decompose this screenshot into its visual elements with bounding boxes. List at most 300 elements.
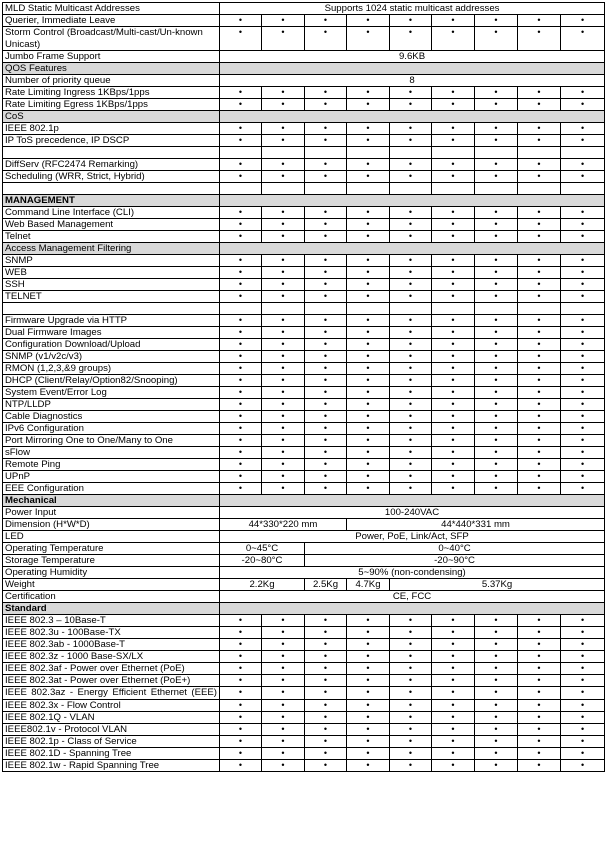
supported-dot-icon: • (347, 651, 390, 663)
spec-row (3, 591, 605, 603)
supported-dot-icon: • (432, 627, 475, 639)
feature-label: IEEE 802.3at - Power over Ethernet (PoE+) (3, 675, 220, 687)
supported-dot-icon: • (475, 219, 518, 231)
spec-row (3, 87, 605, 99)
supported-dot-icon: • (347, 675, 390, 687)
supported-dot-icon: • (347, 279, 390, 291)
supported-dot-icon: • (305, 315, 347, 327)
spec-row (3, 423, 605, 435)
supported-dot-icon: • (518, 15, 561, 27)
supported-dot-icon: • (347, 327, 390, 339)
feature-label: IEEE 802.1w - Rapid Spanning Tree (3, 759, 220, 771)
supported-dot-icon: • (432, 99, 475, 111)
supported-dot-icon: • (475, 231, 518, 243)
supported-dot-icon: • (262, 279, 305, 291)
feature-label: Operating Temperature (3, 543, 220, 555)
section-fill (220, 603, 605, 615)
supported-dot-icon: • (475, 651, 518, 663)
supported-dot-icon: • (347, 267, 390, 279)
supported-dot-icon: • (561, 87, 605, 99)
supported-dot-icon: • (305, 159, 347, 171)
supported-dot-icon: • (390, 315, 432, 327)
section-title: QOS Features (3, 63, 220, 75)
supported-dot-icon: • (390, 675, 432, 687)
supported-dot-icon: • (305, 351, 347, 363)
feature-label: IP ToS precedence, IP DSCP (3, 135, 220, 147)
spec-row (3, 99, 605, 111)
section-header-row (3, 111, 605, 123)
spec-row (3, 147, 605, 159)
supported-dot-icon: • (518, 471, 561, 483)
section-title: Access Management Filtering (3, 243, 220, 255)
supported-dot-icon: • (432, 711, 475, 723)
supported-dot-icon: • (390, 219, 432, 231)
supported-dot-icon: • (561, 399, 605, 411)
supported-dot-icon: • (518, 435, 561, 447)
feature-label: IEEE802.1v - Protocol VLAN (3, 723, 220, 735)
supported-dot-icon: • (518, 639, 561, 651)
spec-row (3, 615, 605, 627)
supported-dot-icon: • (518, 399, 561, 411)
supported-dot-icon: • (305, 291, 347, 303)
supported-dot-icon: • (518, 255, 561, 267)
feature-label: Dimension (H*W*D) (3, 519, 220, 531)
empty-cell (220, 147, 262, 159)
supported-dot-icon: • (347, 87, 390, 99)
supported-dot-icon: • (561, 255, 605, 267)
supported-dot-icon: • (305, 339, 347, 351)
supported-dot-icon: • (432, 615, 475, 627)
supported-dot-icon: • (518, 447, 561, 459)
feature-label: TELNET (3, 291, 220, 303)
supported-dot-icon: • (220, 159, 262, 171)
supported-dot-icon: • (475, 735, 518, 747)
spec-value: 4.7Kg (347, 579, 390, 591)
supported-dot-icon: • (432, 171, 475, 183)
supported-dot-icon: • (305, 279, 347, 291)
supported-dot-icon: • (262, 483, 305, 495)
supported-dot-icon: • (347, 639, 390, 651)
supported-dot-icon: • (347, 411, 390, 423)
spec-value: Supports 1024 static multicast addresses (220, 3, 605, 15)
feature-label: Power Input (3, 507, 220, 519)
supported-dot-icon: • (475, 99, 518, 111)
supported-dot-icon: • (220, 387, 262, 399)
supported-dot-icon: • (518, 159, 561, 171)
supported-dot-icon: • (390, 339, 432, 351)
supported-dot-icon: • (305, 219, 347, 231)
empty-cell (262, 147, 305, 159)
supported-dot-icon: • (432, 699, 475, 711)
supported-dot-icon: • (518, 207, 561, 219)
supported-dot-icon: • (518, 291, 561, 303)
supported-dot-icon: • (561, 423, 605, 435)
supported-dot-icon: • (432, 27, 475, 51)
supported-dot-icon: • (220, 99, 262, 111)
supported-dot-icon: • (347, 627, 390, 639)
supported-dot-icon: • (220, 687, 262, 700)
supported-dot-icon: • (518, 483, 561, 495)
feature-label: Rate Limiting Egress 1KBps/1pps (3, 99, 220, 111)
supported-dot-icon: • (475, 291, 518, 303)
supported-dot-icon: • (262, 471, 305, 483)
supported-dot-icon: • (561, 351, 605, 363)
supported-dot-icon: • (561, 207, 605, 219)
supported-dot-icon: • (390, 411, 432, 423)
supported-dot-icon: • (475, 411, 518, 423)
spec-row (3, 27, 605, 51)
feature-label: Jumbo Frame Support (3, 51, 220, 63)
supported-dot-icon: • (220, 27, 262, 51)
supported-dot-icon: • (432, 279, 475, 291)
feature-label: IEEE 802.1p - Class of Service (3, 735, 220, 747)
feature-label: SNMP (3, 255, 220, 267)
spec-row (3, 15, 605, 27)
supported-dot-icon: • (305, 651, 347, 663)
empty-cell (220, 183, 262, 195)
supported-dot-icon: • (262, 255, 305, 267)
supported-dot-icon: • (347, 207, 390, 219)
supported-dot-icon: • (561, 15, 605, 27)
supported-dot-icon: • (475, 327, 518, 339)
supported-dot-icon: • (305, 399, 347, 411)
supported-dot-icon: • (475, 687, 518, 700)
supported-dot-icon: • (220, 87, 262, 99)
supported-dot-icon: • (518, 411, 561, 423)
supported-dot-icon: • (220, 747, 262, 759)
supported-dot-icon: • (262, 291, 305, 303)
supported-dot-icon: • (561, 219, 605, 231)
spec-row (3, 483, 605, 495)
supported-dot-icon: • (475, 399, 518, 411)
spec-value: 9.6KB (220, 51, 605, 63)
supported-dot-icon: • (475, 483, 518, 495)
supported-dot-icon: • (518, 759, 561, 771)
supported-dot-icon: • (561, 99, 605, 111)
supported-dot-icon: • (475, 435, 518, 447)
supported-dot-icon: • (390, 231, 432, 243)
supported-dot-icon: • (390, 375, 432, 387)
supported-dot-icon: • (220, 255, 262, 267)
spec-row (3, 135, 605, 147)
empty-cell (432, 303, 475, 315)
supported-dot-icon: • (475, 255, 518, 267)
spec-row (3, 291, 605, 303)
supported-dot-icon: • (390, 615, 432, 627)
supported-dot-icon: • (475, 663, 518, 675)
empty-cell (432, 147, 475, 159)
supported-dot-icon: • (432, 363, 475, 375)
supported-dot-icon: • (262, 663, 305, 675)
supported-dot-icon: • (432, 651, 475, 663)
spec-row (3, 315, 605, 327)
supported-dot-icon: • (305, 735, 347, 747)
spec-value: CE, FCC (220, 591, 605, 603)
feature-label: Weight (3, 579, 220, 591)
supported-dot-icon: • (305, 687, 347, 700)
supported-dot-icon: • (347, 135, 390, 147)
supported-dot-icon: • (220, 639, 262, 651)
supported-dot-icon: • (432, 255, 475, 267)
supported-dot-icon: • (305, 27, 347, 51)
supported-dot-icon: • (475, 363, 518, 375)
supported-dot-icon: • (390, 159, 432, 171)
feature-label: Rate Limiting Ingress 1KBps/1pps (3, 87, 220, 99)
spec-row (3, 219, 605, 231)
empty-cell (475, 147, 518, 159)
supported-dot-icon: • (390, 279, 432, 291)
supported-dot-icon: • (347, 255, 390, 267)
supported-dot-icon: • (305, 267, 347, 279)
section-fill (220, 63, 605, 75)
supported-dot-icon: • (262, 747, 305, 759)
supported-dot-icon: • (305, 123, 347, 135)
supported-dot-icon: • (561, 459, 605, 471)
feature-label: Dual Firmware Images (3, 327, 220, 339)
supported-dot-icon: • (390, 27, 432, 51)
supported-dot-icon: • (305, 663, 347, 675)
spec-row (3, 627, 605, 639)
empty-cell (390, 147, 432, 159)
supported-dot-icon: • (220, 423, 262, 435)
empty-cell (262, 183, 305, 195)
supported-dot-icon: • (561, 675, 605, 687)
supported-dot-icon: • (262, 459, 305, 471)
feature-label: IEEE 802.3 – 10Base-T (3, 615, 220, 627)
spec-sheet (2, 2, 605, 772)
supported-dot-icon: • (305, 87, 347, 99)
spec-row (3, 459, 605, 471)
spec-row (3, 159, 605, 171)
supported-dot-icon: • (561, 723, 605, 735)
supported-dot-icon: • (305, 639, 347, 651)
spec-row (3, 267, 605, 279)
supported-dot-icon: • (305, 447, 347, 459)
supported-dot-icon: • (432, 375, 475, 387)
supported-dot-icon: • (475, 387, 518, 399)
supported-dot-icon: • (518, 627, 561, 639)
supported-dot-icon: • (561, 735, 605, 747)
supported-dot-icon: • (262, 639, 305, 651)
supported-dot-icon: • (432, 219, 475, 231)
supported-dot-icon: • (220, 615, 262, 627)
supported-dot-icon: • (518, 615, 561, 627)
supported-dot-icon: • (305, 615, 347, 627)
supported-dot-icon: • (432, 339, 475, 351)
supported-dot-icon: • (347, 363, 390, 375)
supported-dot-icon: • (347, 159, 390, 171)
supported-dot-icon: • (220, 447, 262, 459)
spec-value: -20~90°C (305, 555, 605, 567)
supported-dot-icon: • (262, 231, 305, 243)
supported-dot-icon: • (390, 123, 432, 135)
supported-dot-icon: • (475, 747, 518, 759)
feature-label: Cable Diagnostics (3, 411, 220, 423)
spec-row (3, 171, 605, 183)
supported-dot-icon: • (432, 399, 475, 411)
supported-dot-icon: • (305, 15, 347, 27)
supported-dot-icon: • (390, 99, 432, 111)
feature-label: UPnP (3, 471, 220, 483)
spec-row (3, 651, 605, 663)
supported-dot-icon: • (432, 387, 475, 399)
supported-dot-icon: • (220, 135, 262, 147)
supported-dot-icon: • (561, 327, 605, 339)
section-header-row (3, 495, 605, 507)
spec-value: 0~45°C (220, 543, 305, 555)
supported-dot-icon: • (220, 471, 262, 483)
empty-cell (347, 183, 390, 195)
empty-cell (305, 303, 347, 315)
supported-dot-icon: • (305, 99, 347, 111)
feature-label: DiffServ (RFC2474 Remarking) (3, 159, 220, 171)
supported-dot-icon: • (432, 687, 475, 700)
supported-dot-icon: • (220, 435, 262, 447)
supported-dot-icon: • (432, 159, 475, 171)
supported-dot-icon: • (475, 699, 518, 711)
supported-dot-icon: • (347, 399, 390, 411)
supported-dot-icon: • (518, 459, 561, 471)
supported-dot-icon: • (561, 135, 605, 147)
feature-label: IPv6 Configuration (3, 423, 220, 435)
spec-row (3, 711, 605, 723)
feature-label: Number of priority queue (3, 75, 220, 87)
supported-dot-icon: • (390, 351, 432, 363)
supported-dot-icon: • (262, 759, 305, 771)
supported-dot-icon: • (305, 423, 347, 435)
supported-dot-icon: • (561, 627, 605, 639)
empty-cell (220, 303, 262, 315)
feature-label: System Event/Error Log (3, 387, 220, 399)
supported-dot-icon: • (305, 675, 347, 687)
supported-dot-icon: • (518, 387, 561, 399)
supported-dot-icon: • (518, 123, 561, 135)
supported-dot-icon: • (390, 447, 432, 459)
supported-dot-icon: • (475, 87, 518, 99)
supported-dot-icon: • (475, 447, 518, 459)
supported-dot-icon: • (347, 123, 390, 135)
supported-dot-icon: • (432, 639, 475, 651)
empty-cell (561, 147, 605, 159)
spec-row (3, 747, 605, 759)
supported-dot-icon: • (305, 387, 347, 399)
supported-dot-icon: • (390, 483, 432, 495)
spec-row (3, 363, 605, 375)
empty-cell (305, 183, 347, 195)
spec-row (3, 663, 605, 675)
spec-row (3, 471, 605, 483)
supported-dot-icon: • (432, 747, 475, 759)
spec-row (3, 123, 605, 135)
feature-label: IEEE 802.3x - Flow Control (3, 699, 220, 711)
supported-dot-icon: • (262, 315, 305, 327)
spec-value: 2.2Kg (220, 579, 305, 591)
supported-dot-icon: • (220, 699, 262, 711)
supported-dot-icon: • (390, 87, 432, 99)
spec-table (2, 2, 605, 772)
supported-dot-icon: • (220, 315, 262, 327)
section-fill (220, 195, 605, 207)
supported-dot-icon: • (561, 363, 605, 375)
supported-dot-icon: • (561, 315, 605, 327)
supported-dot-icon: • (390, 171, 432, 183)
supported-dot-icon: • (518, 135, 561, 147)
supported-dot-icon: • (561, 639, 605, 651)
supported-dot-icon: • (518, 723, 561, 735)
section-header-row (3, 63, 605, 75)
feature-label: Port Mirroring One to One/Many to One (3, 435, 220, 447)
feature-label: sFlow (3, 447, 220, 459)
supported-dot-icon: • (305, 135, 347, 147)
supported-dot-icon: • (262, 711, 305, 723)
supported-dot-icon: • (220, 375, 262, 387)
supported-dot-icon: • (305, 411, 347, 423)
spec-row (3, 51, 605, 63)
supported-dot-icon: • (475, 675, 518, 687)
supported-dot-icon: • (262, 135, 305, 147)
supported-dot-icon: • (262, 27, 305, 51)
supported-dot-icon: • (561, 471, 605, 483)
feature-label: IEEE 802.3z - 1000 Base-SX/LX (3, 651, 220, 663)
spec-value: -20~80°C (220, 555, 305, 567)
feature-label: Web Based Management (3, 219, 220, 231)
spec-row (3, 279, 605, 291)
spec-row (3, 255, 605, 267)
supported-dot-icon: • (390, 291, 432, 303)
spec-value: 0~40°C (305, 543, 605, 555)
feature-label: IEEE 802.3ab - 1000Base-T (3, 639, 220, 651)
supported-dot-icon: • (262, 411, 305, 423)
supported-dot-icon: • (347, 735, 390, 747)
supported-dot-icon: • (475, 459, 518, 471)
supported-dot-icon: • (220, 327, 262, 339)
spec-row (3, 507, 605, 519)
supported-dot-icon: • (432, 471, 475, 483)
supported-dot-icon: • (475, 471, 518, 483)
supported-dot-icon: • (390, 711, 432, 723)
supported-dot-icon: • (220, 459, 262, 471)
section-fill (220, 111, 605, 123)
supported-dot-icon: • (561, 411, 605, 423)
spec-table-body (3, 3, 605, 772)
supported-dot-icon: • (262, 375, 305, 387)
supported-dot-icon: • (432, 759, 475, 771)
supported-dot-icon: • (262, 675, 305, 687)
supported-dot-icon: • (432, 315, 475, 327)
supported-dot-icon: • (347, 99, 390, 111)
supported-dot-icon: • (432, 723, 475, 735)
spec-row (3, 543, 605, 555)
supported-dot-icon: • (518, 375, 561, 387)
spec-row (3, 531, 605, 543)
supported-dot-icon: • (347, 339, 390, 351)
supported-dot-icon: • (475, 135, 518, 147)
supported-dot-icon: • (220, 711, 262, 723)
supported-dot-icon: • (220, 231, 262, 243)
supported-dot-icon: • (220, 759, 262, 771)
supported-dot-icon: • (475, 171, 518, 183)
supported-dot-icon: • (518, 687, 561, 700)
supported-dot-icon: • (561, 435, 605, 447)
supported-dot-icon: • (518, 363, 561, 375)
supported-dot-icon: • (518, 735, 561, 747)
supported-dot-icon: • (220, 483, 262, 495)
supported-dot-icon: • (518, 315, 561, 327)
supported-dot-icon: • (390, 135, 432, 147)
supported-dot-icon: • (390, 723, 432, 735)
spec-row (3, 519, 605, 531)
supported-dot-icon: • (432, 207, 475, 219)
